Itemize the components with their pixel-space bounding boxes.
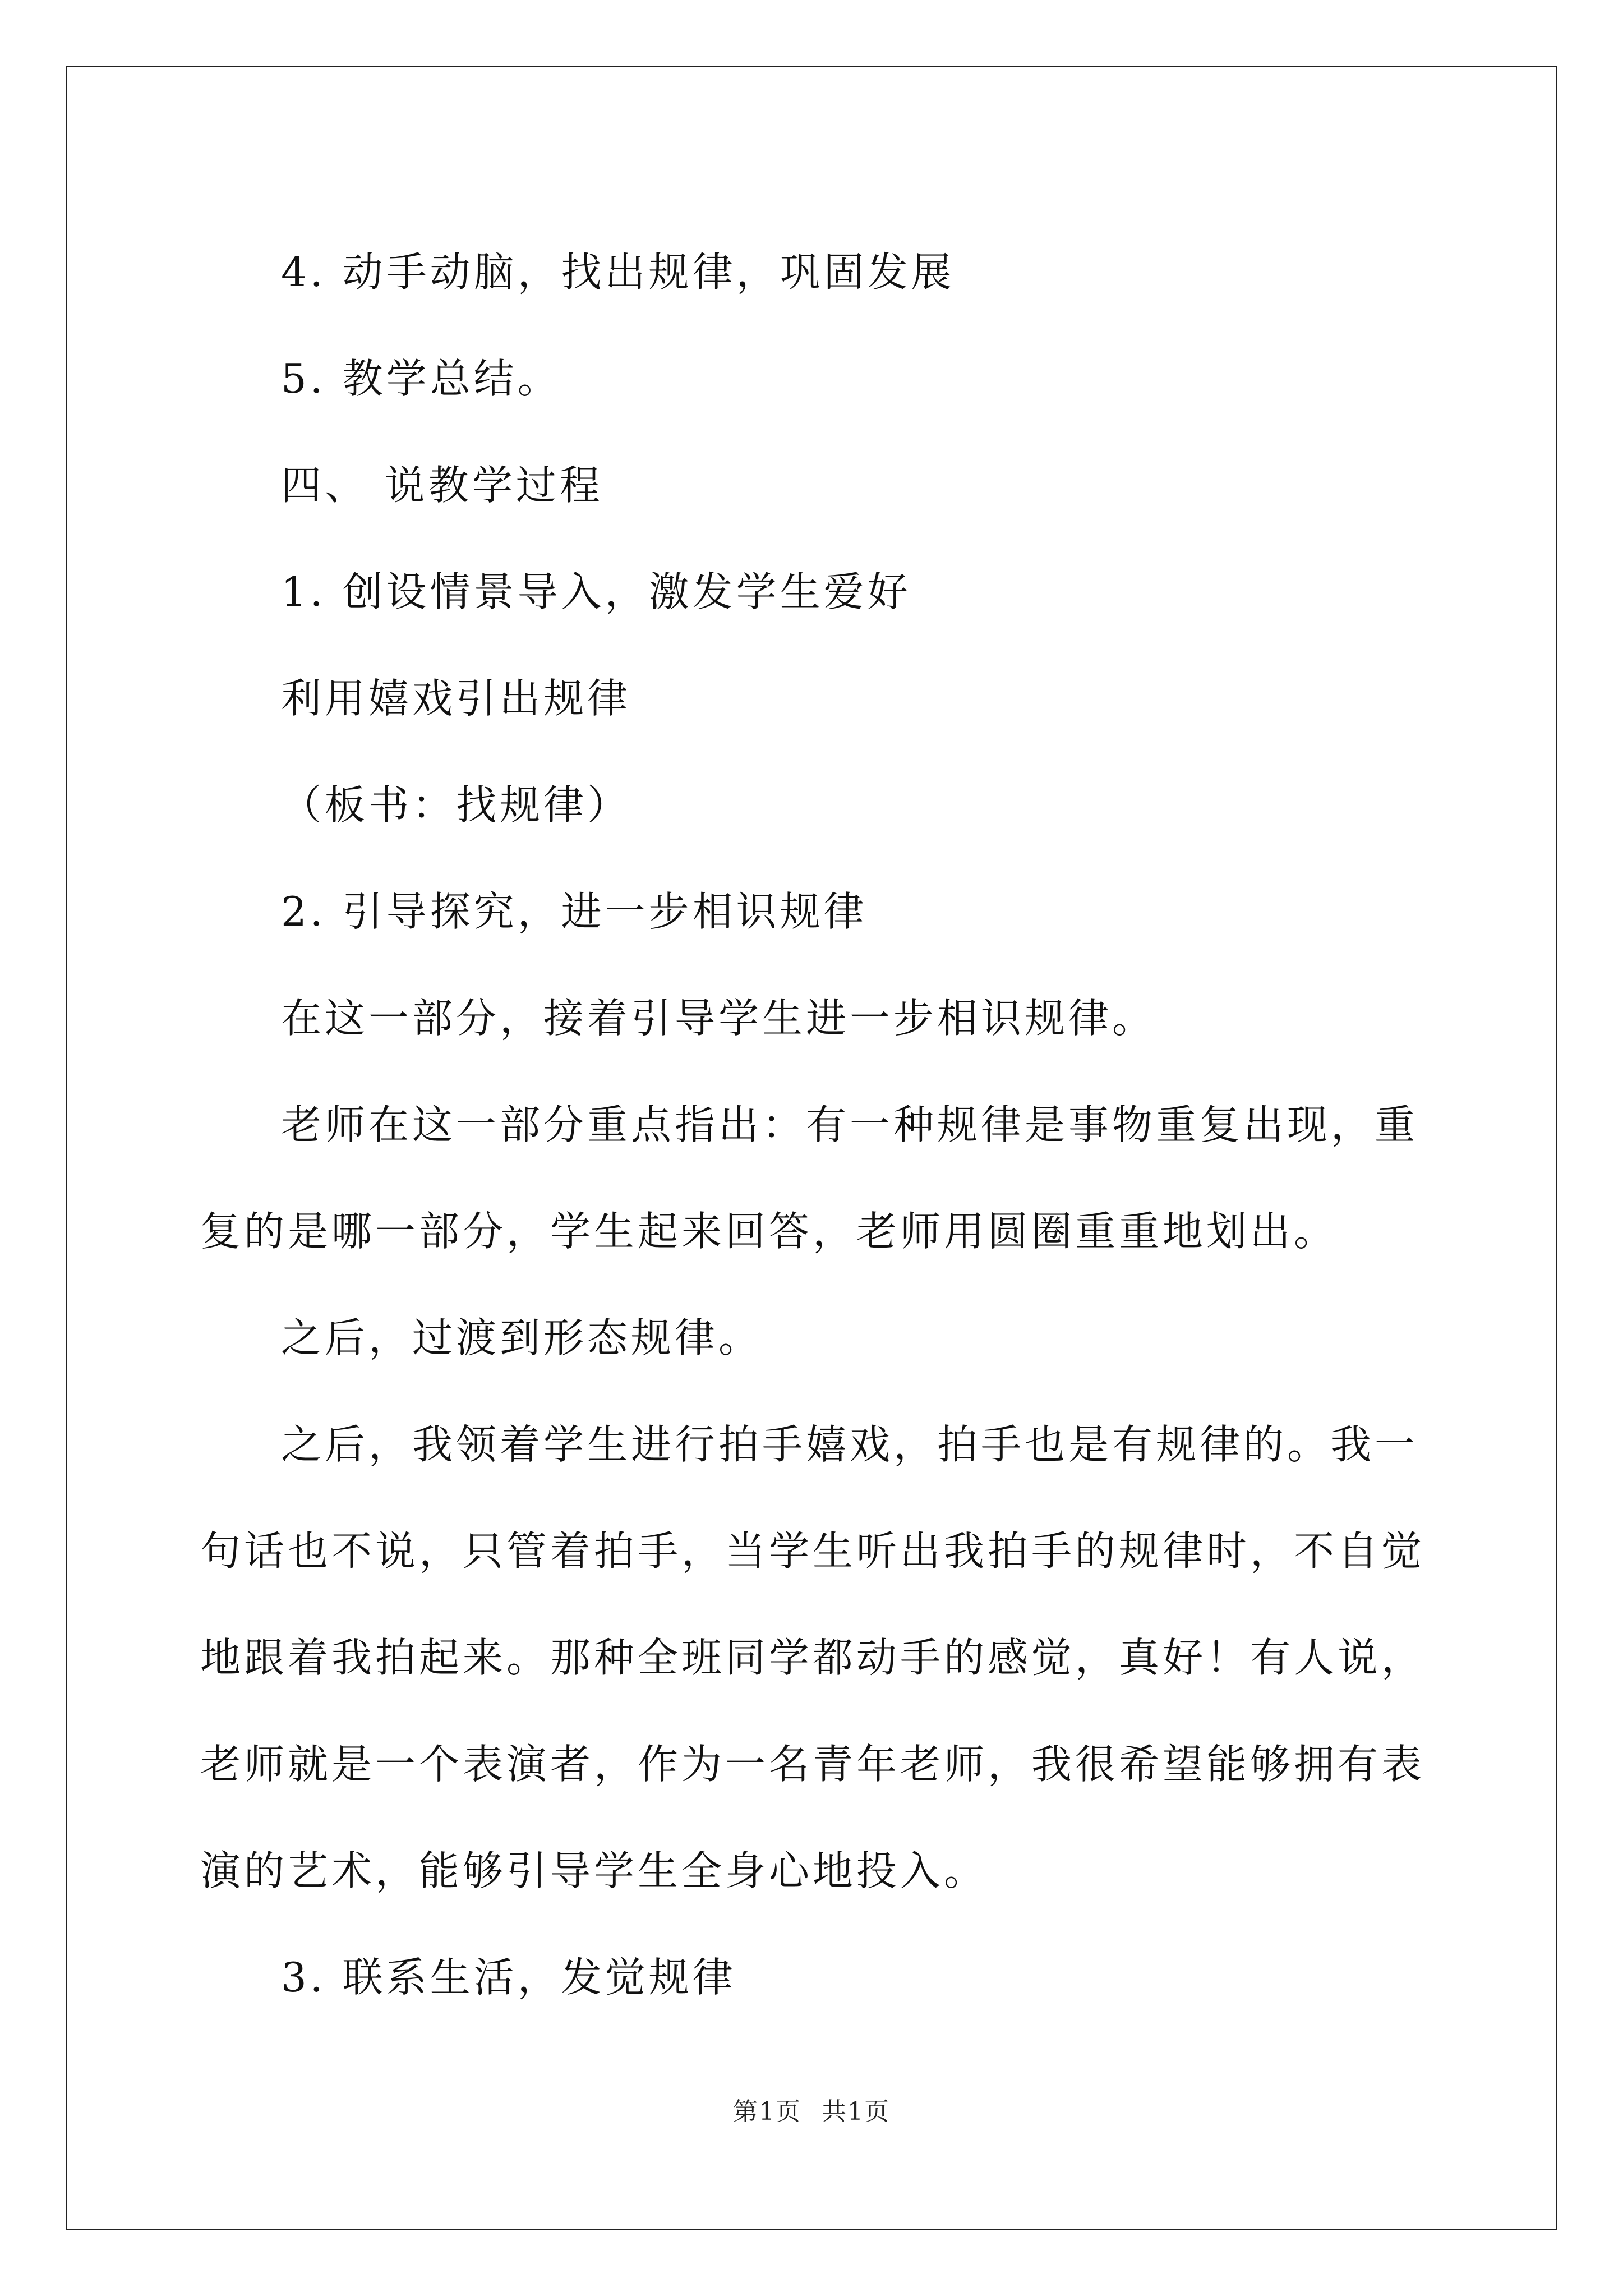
paragraph-step-1: 1. 创设情景导入，激发学生爱好	[281, 568, 911, 615]
section-heading-4: 四、 说教学过程	[281, 462, 603, 509]
page-number: 第1页	[733, 2097, 801, 2126]
paragraph-transition: 之后，过渡到形态规律。	[281, 1314, 763, 1361]
paragraph-guide: 在这一部分，接着引导学生进一步相识规律。	[281, 995, 1156, 1042]
paragraph-board-note: （板书：找规律）	[281, 781, 631, 829]
page-footer	[0, 2091, 1623, 2127]
document-body	[200, 219, 1434, 2031]
page-total: 共1页	[822, 2097, 890, 2126]
paragraph-step-3: 3. 联系生活，发觉规律	[281, 1954, 736, 2001]
paragraph-teacher-note: 老师在这一部分重点指出：有一种规律是事物重复出现，重复的是哪一部分，学生起来回答，老师用圆圈重重地划出。	[200, 1101, 1419, 1255]
paragraph-step-4: 4. 动手动脑，找出规律，巩固发展	[281, 249, 955, 296]
paragraph-step-2: 2. 引导探究，进一步相识规律	[281, 888, 868, 935]
paragraph-game-intro: 利用嬉戏引出规律	[281, 675, 631, 722]
paragraph-step-5: 5. 教学总结。	[281, 355, 561, 402]
paragraph-clapping-game: 之后，我领着学生进行拍手嬉戏，拍手也是有规律的。我一句话也不说，只管着拍手，当学生听出我拍手的规律时，不自觉地跟着我拍起来。那种全班同学都动手的感觉，真好！有人说，老师就是一个表演者，作为一名青年老师，我很希望能够拥有表演的艺术，能够引导学生全身心地投入。	[200, 1421, 1426, 1894]
